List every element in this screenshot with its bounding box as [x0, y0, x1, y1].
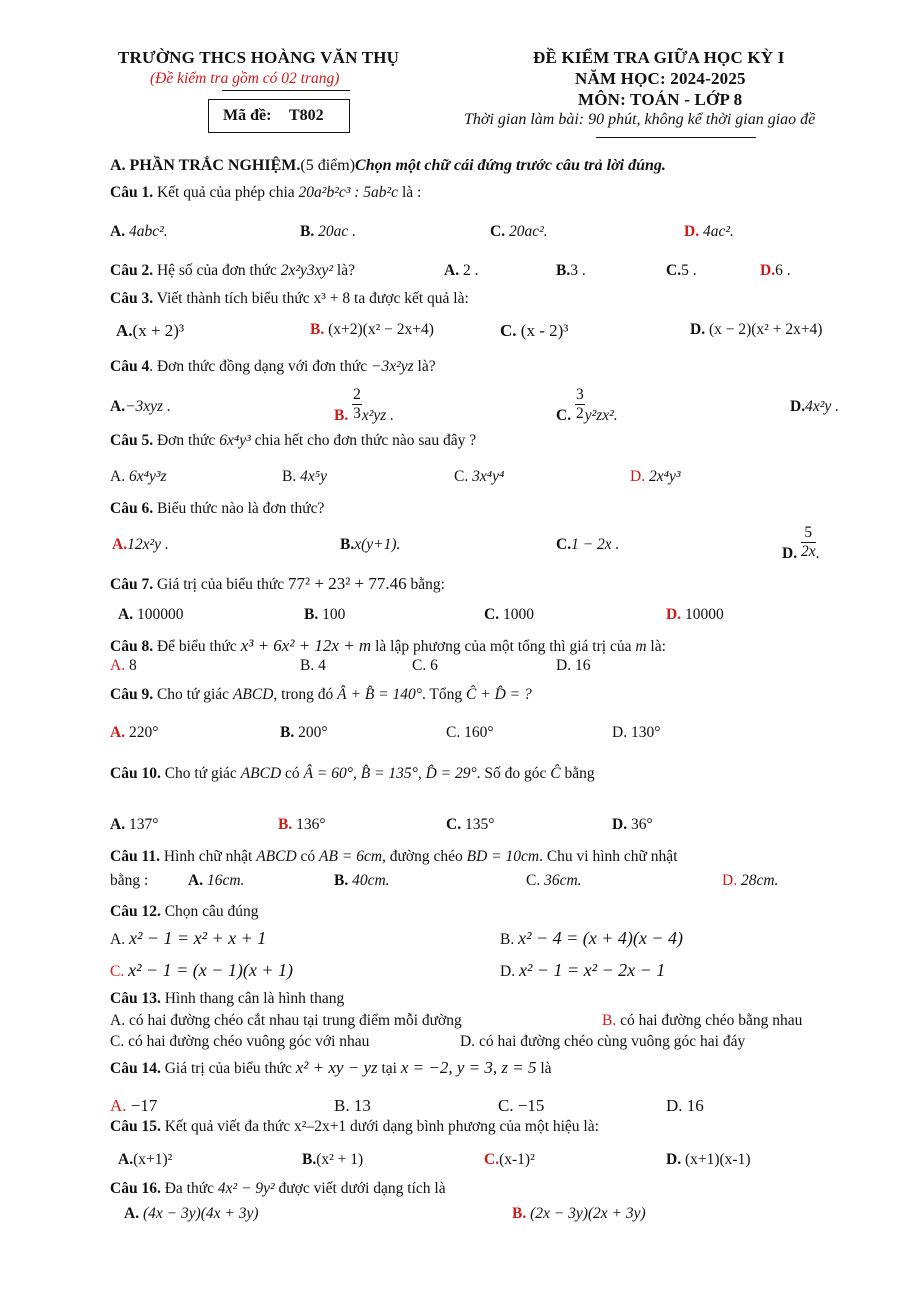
fraction — [352, 386, 362, 423]
fraction-denominator: 2x — [800, 543, 816, 560]
option-value: 4x⁵y — [300, 468, 327, 485]
q8-option-c[interactable] — [412, 657, 438, 675]
q1-option-a[interactable] — [110, 223, 168, 241]
option-value: có hai đường chéo vuông góc với nhau — [128, 1033, 370, 1050]
question-tail: là: — [650, 638, 666, 655]
question-tail: ta được kết quả là: — [354, 290, 469, 307]
option-value: 220° — [128, 724, 159, 741]
option-value: (x - 2)³ — [520, 321, 569, 340]
q6-option-c[interactable] — [556, 536, 619, 554]
fraction — [575, 386, 585, 423]
option-value: (x − 2)(x² + 2x+4) — [708, 321, 823, 338]
q11-option-a[interactable] — [188, 872, 244, 890]
option-key: A. — [110, 223, 126, 240]
question-expr: ABCD — [232, 686, 274, 703]
q1-option-d[interactable] — [684, 223, 734, 241]
option-value: 160° — [464, 724, 494, 741]
q12-option-c[interactable] — [110, 960, 293, 981]
option-key: B. — [334, 407, 349, 425]
question-text: Cho tứ giác — [164, 765, 237, 782]
option-value: 4x²y . — [805, 398, 839, 415]
option-key: A. — [110, 1012, 126, 1029]
question-text: Chọn câu đúng — [164, 903, 259, 920]
question-16 — [110, 1180, 446, 1198]
q13-option-b[interactable] — [602, 1012, 802, 1030]
school-year: NĂM HỌC: 2024-2025 — [575, 69, 746, 88]
question-tail: , đường chéo — [382, 848, 463, 865]
q4-option-b[interactable] — [334, 386, 394, 423]
q2-option-c[interactable] — [666, 262, 697, 280]
question-expr: x³ + 6x² + 12x + m — [240, 636, 372, 655]
option-value: y²zx². — [584, 407, 618, 425]
option-value: 4ac². — [702, 223, 734, 240]
question-expr: ABCD — [256, 848, 297, 865]
q10-option-c[interactable] — [446, 816, 494, 834]
option-value: 200° — [298, 724, 328, 741]
option-value: x²yz . — [361, 407, 395, 425]
option-value: 16 — [686, 1096, 704, 1115]
q12-option-d[interactable] — [500, 960, 665, 981]
question-label: Câu 1. — [110, 184, 154, 201]
fraction-numerator: 2 — [353, 386, 361, 403]
option-value: 1000 — [502, 606, 534, 623]
q16-option-a[interactable] — [124, 1205, 259, 1223]
option-key: D. — [612, 724, 628, 741]
option-value: 136° — [296, 816, 326, 833]
header-underline-right — [596, 137, 756, 138]
option-value: 8 — [128, 657, 137, 674]
option-value: (x+2)(x² − 2x+4) — [328, 321, 434, 338]
question-condition: Â = 60°, B̂ = 135°, D̂ = 29° — [303, 765, 477, 782]
q15-option-b[interactable] — [302, 1151, 363, 1169]
option-key: C. — [498, 1096, 514, 1115]
option-key: A. — [110, 931, 126, 948]
section-points: (5 điểm) — [300, 157, 356, 174]
school-name: TRƯỜNG THCS HOÀNG VĂN THỤ — [118, 48, 400, 67]
q3-option-b[interactable] — [310, 321, 434, 339]
option-key: C. — [666, 262, 682, 279]
question-5 — [110, 432, 476, 450]
option-key: D. — [556, 657, 572, 674]
question-label: Câu 12. — [110, 903, 161, 920]
question-12 — [110, 903, 259, 921]
option-value: 36° — [630, 816, 653, 833]
option-key: D. — [666, 1151, 682, 1168]
option-key: B. — [500, 931, 515, 948]
q11-option-b[interactable] — [334, 872, 390, 890]
question-tail: tại — [381, 1060, 397, 1077]
option-key: C. — [556, 536, 572, 553]
question-label: Câu 16. — [110, 1180, 161, 1197]
subject: MÔN: TOÁN - LỚP 8 — [578, 90, 743, 109]
question-condition: x = −2, y = 3, z = 5 — [400, 1058, 537, 1077]
option-key: A. — [110, 468, 126, 485]
q5-option-c[interactable] — [454, 468, 504, 486]
q12-option-b[interactable] — [500, 928, 683, 949]
q9-option-a[interactable] — [110, 724, 158, 742]
option-key: D. — [760, 262, 776, 279]
question-text: . Đơn thức đồng dạng với đơn thức — [149, 358, 368, 375]
q6-option-d[interactable] — [782, 524, 819, 561]
option-key: D. — [690, 321, 706, 338]
question-7 — [110, 574, 445, 594]
question-label: Câu 10. — [110, 765, 161, 782]
option-value: 10000 — [684, 606, 724, 623]
question-label: Câu 13. — [110, 990, 161, 1007]
option-key: A. — [118, 606, 134, 623]
q1-option-c[interactable] — [490, 223, 548, 241]
question-label: Câu 9. — [110, 686, 154, 703]
option-key: D. — [460, 1033, 476, 1050]
option-key: A. — [112, 536, 128, 553]
question-text: Hình chữ nhật — [163, 848, 253, 865]
question-label: Câu 3. — [110, 290, 154, 307]
question-text: Kết quả của phép chia — [156, 184, 295, 201]
option-value: 6 — [430, 657, 438, 674]
question-4 — [110, 358, 436, 376]
option-key: D. — [782, 545, 798, 563]
option-value: 4 — [318, 657, 326, 674]
option-value: 3x⁴y⁴ — [472, 468, 505, 485]
q14-option-a[interactable] — [110, 1096, 157, 1116]
question-tail: chia hết cho đơn thức nào sau đây ? — [254, 432, 477, 449]
question-expr: 4x² − 9y² — [217, 1180, 275, 1197]
option-value: có hai đường chéo cùng vuông góc hai đáy — [478, 1033, 746, 1050]
question-condition: AB = 6cm — [319, 848, 383, 865]
q4-option-d[interactable] — [790, 398, 839, 416]
q9-option-c[interactable] — [446, 724, 494, 742]
q2-option-a[interactable] — [444, 262, 478, 280]
q4-option-a[interactable] — [110, 398, 171, 416]
option-key: A. — [444, 262, 460, 279]
question-text: Giá trị của biểu thức — [164, 1060, 292, 1077]
section-title: A. PHẦN TRẮC NGHIỆM. — [110, 157, 301, 174]
option-value: 2x⁴y³ — [648, 468, 681, 485]
option-value: . — [815, 545, 820, 563]
fraction-numerator: 5 — [801, 524, 816, 543]
option-key: B. — [556, 262, 571, 279]
option-value: 3 . — [570, 262, 586, 279]
question-expr: 2x²y3xy² — [280, 262, 334, 279]
option-value: (x+1)² — [133, 1151, 173, 1168]
q14-option-c[interactable] — [498, 1096, 544, 1116]
option-key: B. — [304, 606, 319, 623]
option-key: C. — [454, 468, 469, 485]
question-tail: có — [300, 848, 316, 865]
header-underline-left — [222, 90, 350, 91]
section-instruction: Chọn một chữ cái đứng trước câu trả lời đúng. — [355, 157, 666, 174]
option-value: x² − 1 = (x − 1)(x + 1) — [128, 960, 294, 980]
question-tail: . Số đo góc — [476, 765, 547, 782]
q7-option-a[interactable] — [118, 606, 183, 624]
q13-option-c[interactable] — [110, 1033, 369, 1051]
fraction-numerator: 3 — [575, 386, 584, 403]
question-expr: ABCD — [240, 765, 282, 782]
option-key: B. — [334, 1096, 350, 1115]
pages-note: (Đề kiểm tra gồm có 02 trang) — [150, 70, 340, 87]
option-key: D. — [684, 223, 700, 240]
q16-option-b[interactable] — [512, 1205, 646, 1223]
q11-line2: bằng : — [110, 872, 149, 889]
q10-option-b[interactable] — [278, 816, 326, 834]
exam-code-box — [208, 99, 350, 133]
q3-option-c[interactable] — [500, 321, 568, 341]
option-key: C. — [412, 657, 427, 674]
option-value: 4abc². — [128, 223, 168, 240]
question-text: Kết quả viết đa thức x²–2x+1 dưới dạng bình phương của một hiệu là: — [164, 1118, 599, 1135]
q3-option-a[interactable] — [116, 321, 184, 341]
option-value: −15 — [517, 1096, 545, 1115]
q8-option-d[interactable] — [556, 657, 590, 675]
question-expr: 20a²b²c³ : 5ab²c — [298, 184, 399, 201]
question-tail: bằng — [564, 765, 595, 782]
option-value: 135° — [464, 816, 495, 833]
question-text: Viết thành tích biểu thức — [156, 290, 310, 307]
question-11 — [110, 848, 678, 866]
q10-option-a[interactable] — [110, 816, 158, 834]
question-label: Câu 15. — [110, 1118, 161, 1135]
option-value: có hai đường chéo bằng nhau — [620, 1012, 803, 1029]
question-text: Hình thang cân là hình thang — [164, 990, 345, 1007]
option-key: A. — [110, 398, 126, 415]
option-value: 16 — [574, 657, 591, 674]
q13-option-a[interactable] — [110, 1012, 462, 1030]
option-value: 28cm. — [740, 872, 779, 889]
q15-option-a[interactable] — [118, 1151, 172, 1169]
question-ask: Ĉ + D̂ = ? — [466, 686, 532, 703]
question-tail: . Chu vi hình chữ nhật — [539, 848, 678, 865]
option-value: 20ac². — [508, 223, 548, 240]
exam-code: T802 — [289, 107, 324, 124]
option-key: A. — [110, 724, 126, 741]
question-expr: x³ + 8 — [313, 290, 351, 307]
fraction-denominator: 2 — [575, 405, 584, 422]
option-value: −17 — [130, 1096, 158, 1115]
question-13 — [110, 990, 344, 1008]
question-tail: bằng: — [410, 576, 445, 593]
option-key: A. — [110, 816, 126, 833]
option-key: B. — [512, 1205, 527, 1222]
option-value: (4x − 3y)(4x + 3y) — [142, 1205, 259, 1222]
option-value: 36cm. — [544, 872, 582, 889]
question-label: Câu 4 — [110, 358, 150, 375]
option-value: 100000 — [136, 606, 184, 623]
option-value: −3xyz . — [125, 398, 171, 415]
question-tail: , trong đó — [273, 686, 334, 703]
q14-option-b[interactable] — [334, 1096, 371, 1116]
option-value: 1 − 2x . — [571, 536, 620, 553]
question-label: Câu 2. — [110, 262, 154, 279]
option-value: 100 — [322, 606, 346, 623]
option-value: x² − 1 = x² + x + 1 — [128, 928, 267, 948]
option-key: C. — [490, 223, 506, 240]
q7-option-b[interactable] — [304, 606, 345, 624]
q5-option-d[interactable] — [630, 468, 681, 486]
question-ask: BD = 10cm — [466, 848, 540, 865]
option-value: x² − 1 = x² − 2x − 1 — [518, 960, 666, 980]
question-14 — [110, 1058, 552, 1078]
option-value: (x-1)² — [499, 1151, 535, 1168]
q12-option-a[interactable] — [110, 928, 266, 949]
q6-option-a[interactable] — [112, 536, 169, 554]
option-key: B. — [300, 223, 315, 240]
option-key: D. — [630, 468, 646, 485]
option-value: có hai đường chéo cắt nhau tại trung điểm mỗi đường — [128, 1012, 462, 1029]
question-8 — [110, 636, 666, 656]
question-tail: là lập phương của một tổng thì giá trị của — [375, 638, 632, 655]
option-value: 6 . — [775, 262, 791, 279]
question-expr: 77² + 23² + 77.46 — [288, 574, 407, 593]
option-key: C. — [446, 816, 462, 833]
option-key: C. — [110, 963, 125, 980]
option-value: (2x − 3y)(2x + 3y) — [530, 1205, 646, 1222]
question-label: Câu 14. — [110, 1060, 161, 1077]
option-value: 16cm. — [206, 872, 245, 889]
question-label: Câu 5. — [110, 432, 154, 449]
option-value: 40cm. — [352, 872, 390, 889]
question-label: Câu 7. — [110, 576, 154, 593]
question-text: Biểu thức nào là đơn thức? — [156, 500, 325, 517]
option-key: A. — [116, 321, 133, 340]
question-tail: là : — [401, 184, 422, 201]
q14-option-d[interactable] — [666, 1096, 704, 1116]
question-1 — [110, 184, 421, 202]
q10-option-d[interactable] — [612, 816, 653, 834]
option-key: B. — [310, 321, 325, 338]
fraction — [801, 524, 816, 561]
option-key: C. — [446, 724, 461, 741]
option-value: 12x²y . — [127, 536, 169, 553]
question-10 — [110, 765, 595, 783]
option-key: D. — [722, 872, 738, 889]
option-value: 5 . — [681, 262, 697, 279]
question-label: Câu 8. — [110, 638, 154, 655]
question-tail: là — [540, 1060, 552, 1077]
question-expr: −3x²yz — [370, 358, 414, 375]
option-key: C. — [526, 872, 541, 889]
option-key: D. — [666, 606, 682, 623]
exam-title: ĐỀ KIỂM TRA GIỮA HỌC KỲ I — [533, 48, 785, 67]
option-value: 13 — [353, 1096, 371, 1115]
q5-option-b[interactable] — [282, 468, 327, 486]
fraction-denominator: 3 — [353, 405, 361, 422]
option-key: B. — [300, 657, 315, 674]
question-tail: . Tổng — [421, 686, 463, 703]
option-key: B. — [282, 468, 297, 485]
option-key: B. — [340, 536, 355, 553]
option-key: C. — [500, 321, 517, 340]
q8-option-b[interactable] — [300, 657, 326, 675]
option-value: (x + 2)³ — [132, 321, 185, 340]
question-text: Đa thức — [164, 1180, 214, 1197]
option-value: 6x⁴y³z — [128, 468, 167, 485]
question-2 — [110, 262, 355, 280]
section-heading — [110, 157, 666, 175]
option-value: x(y+1). — [354, 536, 401, 553]
question-expr: x² + xy − yz — [295, 1058, 378, 1077]
option-value: 130° — [630, 724, 661, 741]
q4-option-c[interactable] — [556, 386, 618, 423]
question-text: Giá trị của biểu thức — [156, 576, 285, 593]
q2-option-d[interactable] — [760, 262, 791, 280]
question-tail: là? — [417, 358, 436, 375]
option-key: B. — [602, 1012, 617, 1029]
q2-option-b[interactable] — [556, 262, 586, 280]
question-9 — [110, 686, 532, 704]
q3-option-d[interactable] — [690, 321, 822, 339]
q9-option-b[interactable] — [280, 724, 328, 742]
q15-option-d[interactable] — [666, 1151, 751, 1169]
option-key: B. — [334, 872, 349, 889]
q11-option-c[interactable] — [526, 872, 582, 890]
option-value: 137° — [128, 816, 159, 833]
question-ask: Ĉ — [550, 765, 561, 782]
option-key: C. — [110, 1033, 125, 1050]
option-key: D. — [790, 398, 806, 415]
option-key: D. — [612, 816, 628, 833]
exam-time: Thời gian làm bài: 90 phút, không kể thời gian giao đề — [464, 111, 816, 128]
option-value: 2 . — [462, 262, 479, 279]
question-condition: Â + B̂ = 140° — [337, 686, 422, 703]
option-value: x² − 4 = (x + 4)(x − 4) — [518, 928, 684, 948]
question-text: Đơn thức — [156, 432, 216, 449]
question-label: Câu 11. — [110, 848, 160, 865]
question-6 — [110, 500, 324, 518]
option-key: B. — [302, 1151, 317, 1168]
q9-option-d[interactable] — [612, 724, 660, 742]
option-key: D. — [500, 963, 516, 980]
option-key: A. — [110, 657, 126, 674]
q7-option-d[interactable] — [666, 606, 724, 624]
option-value: 20ac . — [318, 223, 356, 240]
q5-option-a[interactable] — [110, 468, 167, 486]
q15-option-c[interactable] — [484, 1151, 535, 1169]
q8-option-a[interactable] — [110, 657, 137, 675]
question-tail: được viết dưới dạng tích là — [278, 1180, 446, 1197]
q13-option-d[interactable] — [460, 1033, 745, 1051]
option-key: D. — [666, 1096, 683, 1115]
question-15 — [110, 1118, 599, 1136]
q1-option-b[interactable] — [300, 223, 356, 241]
exam-code-label: Mã đề: — [223, 107, 272, 124]
option-key: A. — [188, 872, 204, 889]
option-key: A. — [118, 1151, 134, 1168]
question-expr: 6x⁴y³ — [219, 432, 251, 449]
q7-option-c[interactable] — [484, 606, 534, 624]
option-value: (x+1)(x-1) — [684, 1151, 751, 1168]
q6-option-b[interactable] — [340, 536, 400, 554]
option-key: A. — [110, 1096, 127, 1115]
question-text: Để biểu thức — [156, 638, 237, 655]
option-key: B. — [280, 724, 295, 741]
question-tail: có — [285, 765, 300, 782]
option-key: A. — [124, 1205, 140, 1222]
option-key: C. — [556, 407, 572, 425]
option-key: C. — [484, 1151, 500, 1168]
q11-option-d[interactable] — [722, 872, 778, 890]
question-label: Câu 6. — [110, 500, 154, 517]
question-variable: m — [635, 638, 647, 655]
option-key: C. — [484, 606, 500, 623]
option-key: B. — [278, 816, 293, 833]
question-tail: là? — [336, 262, 355, 279]
option-value: (x² + 1) — [316, 1151, 364, 1168]
question-text: Hệ số của đơn thức — [156, 262, 277, 279]
question-3 — [110, 290, 469, 308]
question-text: Cho tứ giác — [156, 686, 230, 703]
